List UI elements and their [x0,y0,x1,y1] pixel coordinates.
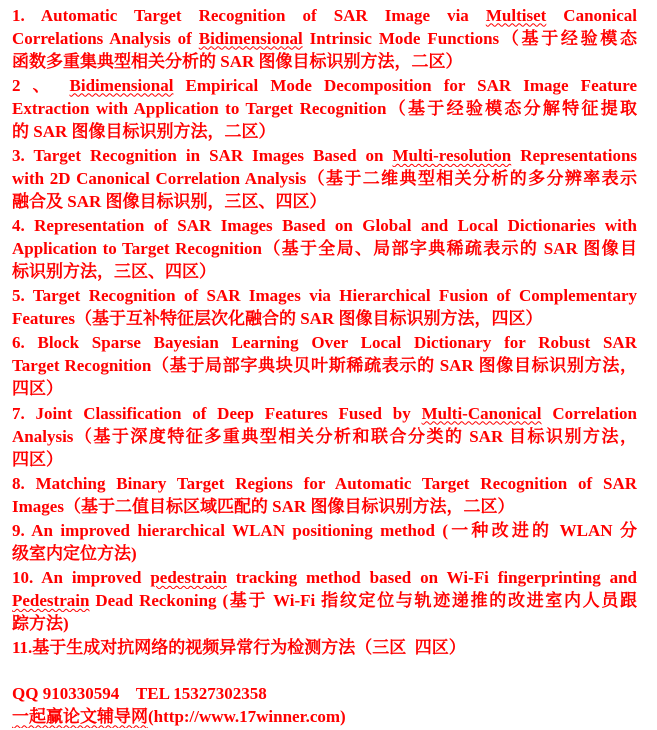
paper-line [12,237,637,260]
spellcheck-flagged-word: Multi-Canonical [421,403,542,423]
paper-item-1 [12,4,637,73]
paper-text: Correlation [541,403,637,423]
paper-text: 2 、 [12,75,70,95]
paper-line [12,190,637,213]
paper-text: 10. An improved [12,568,151,588]
paper-text: 四区） [12,449,63,469]
spellcheck-flagged-word: Bidimensional [198,28,303,48]
paper-line [12,97,637,120]
contact-info [12,682,637,728]
paper-line [12,27,637,50]
paper-line [12,331,637,354]
paper-line [12,74,637,97]
paper-text: 的 SAR 图像目标识别方法，二区） [12,121,276,141]
paper-text: tracking method based on Wi-Fi fingerprinting and [226,568,637,588]
paper-item-9 [12,519,637,565]
paper-text: Representations [511,145,637,165]
paper-item-6 [12,331,637,400]
paper-text: 5. Target Recognition of SAR Images via Hierarchical Fusion of Complementary [12,286,637,306]
paper-item-7 [12,402,637,471]
website-name: 一起赢论文辅导网 [12,707,148,727]
paper-text: Images（基于二值目标区域匹配的 SAR 图像目标识别方法，二区） [12,496,515,516]
paper-item-8 [12,472,637,518]
paper-item-4 [12,214,637,283]
paper-line [12,448,637,471]
paper-item-5 [12,284,637,330]
spellcheck-flagged-word: Bidimensional [69,75,174,95]
contact-phone-line [12,682,637,705]
paper-item-2 [12,74,637,143]
paper-line [12,542,637,565]
paper-line [12,50,637,73]
paper-line [12,425,637,448]
paper-line [12,472,637,495]
paper-text: Extraction with Application to Target Recognition（基于经验模态分解特征提取 [12,98,637,118]
paper-item-3 [12,144,637,213]
paper-line [12,495,637,518]
paper-text: 6. Block Sparse Bayesian Learning Over Local Dictionary for Robust SAR [12,333,637,353]
paper-item-10 [12,566,637,635]
paper-text: 4. Representation of SAR Images Based on Global and Local Dictionaries with [12,216,637,236]
paper-list [12,4,637,660]
paper-text: 级室内定位方法) [12,544,137,563]
paper-text: Correlations Analysis of [12,28,199,48]
paper-line [12,519,637,542]
paper-text: Target Recognition（基于局部字典块贝叶斯稀疏表示的 SAR 图像目标识别方法， [12,356,637,376]
paper-text: 3. Target Recognition in SAR Images Based on [12,145,393,165]
paper-line [12,377,637,400]
paper-line [12,120,637,143]
paper-text: 函数多重集典型相关分析的 SAR 图像目标识别方法，二区） [12,51,463,71]
paper-line [12,612,637,635]
paper-text: with 2D Canonical Correlation Analysis（基于二维典型相关分析的多分辨率表示 [12,168,637,188]
paper-line [12,167,637,190]
paper-line [12,636,637,659]
spellcheck-flagged-word: Multi-resolution [392,145,512,165]
paper-text: 1. Automatic Target Recognition of SAR Image via [12,5,486,25]
paper-line [12,260,637,283]
paper-text: 踪方法) [12,614,69,634]
paper-text: 融合及 SAR 图像目标识别，三区、四区） [12,191,327,211]
paper-text: Application to Target Recognition（基于全局、局部字典稀疏表示的 SAR 图像目 [12,239,637,259]
website-line [12,705,637,728]
paper-text: Canonical [546,5,637,25]
paper-line [12,354,637,377]
paper-line [12,402,637,425]
paper-item-11 [12,636,637,659]
website-url: (http://www.17winner.com) [148,707,346,727]
paper-line [12,589,637,612]
paper-text: 11.基于生成对抗网络的视频异常行为检测方法（三区 四区） [12,638,466,658]
paper-text: Intrinsic Mode Functions（基于经验模态 [302,28,637,48]
paper-text: Empirical Mode Decomposition for SAR Image Feature [173,75,637,95]
paper-text: 8. Matching Binary Target Regions for Automatic Target Recognition of SAR [12,473,637,493]
paper-line [12,214,637,237]
spellcheck-flagged-word: Multiset [485,5,547,25]
paper-text: 四区） [12,379,63,399]
paper-text: 7. Joint Classification of Deep Features Fused by [12,403,422,423]
paper-text: Features（基于互补特征层次化融合的 SAR 图像目标识别方法，四区） [12,309,543,329]
paper-line [12,566,637,589]
paper-text: Dead Reckoning (基于 Wi-Fi 指纹定位与轨迹递推的改进室内人员跟 [89,591,637,611]
contact-phone-text: QQ 910330594 TEL 15327302358 [12,684,267,704]
paper-text: 标识别方法，三区、四区） [12,262,216,282]
spellcheck-flagged-word: Pedestrain [12,591,90,611]
paper-line [12,284,637,307]
paper-text: Analysis（基于深度特征多重典型相关分析和联合分类的 SAR 目标识别方法， [12,426,637,446]
paper-line [12,144,637,167]
paper-line [12,307,637,330]
spellcheck-flagged-word: pedestrain [150,568,227,588]
paper-line [12,4,637,27]
paper-text: 9. An improved hierarchical WLAN positioning method (一种改进的 WLAN 分 [12,521,637,540]
